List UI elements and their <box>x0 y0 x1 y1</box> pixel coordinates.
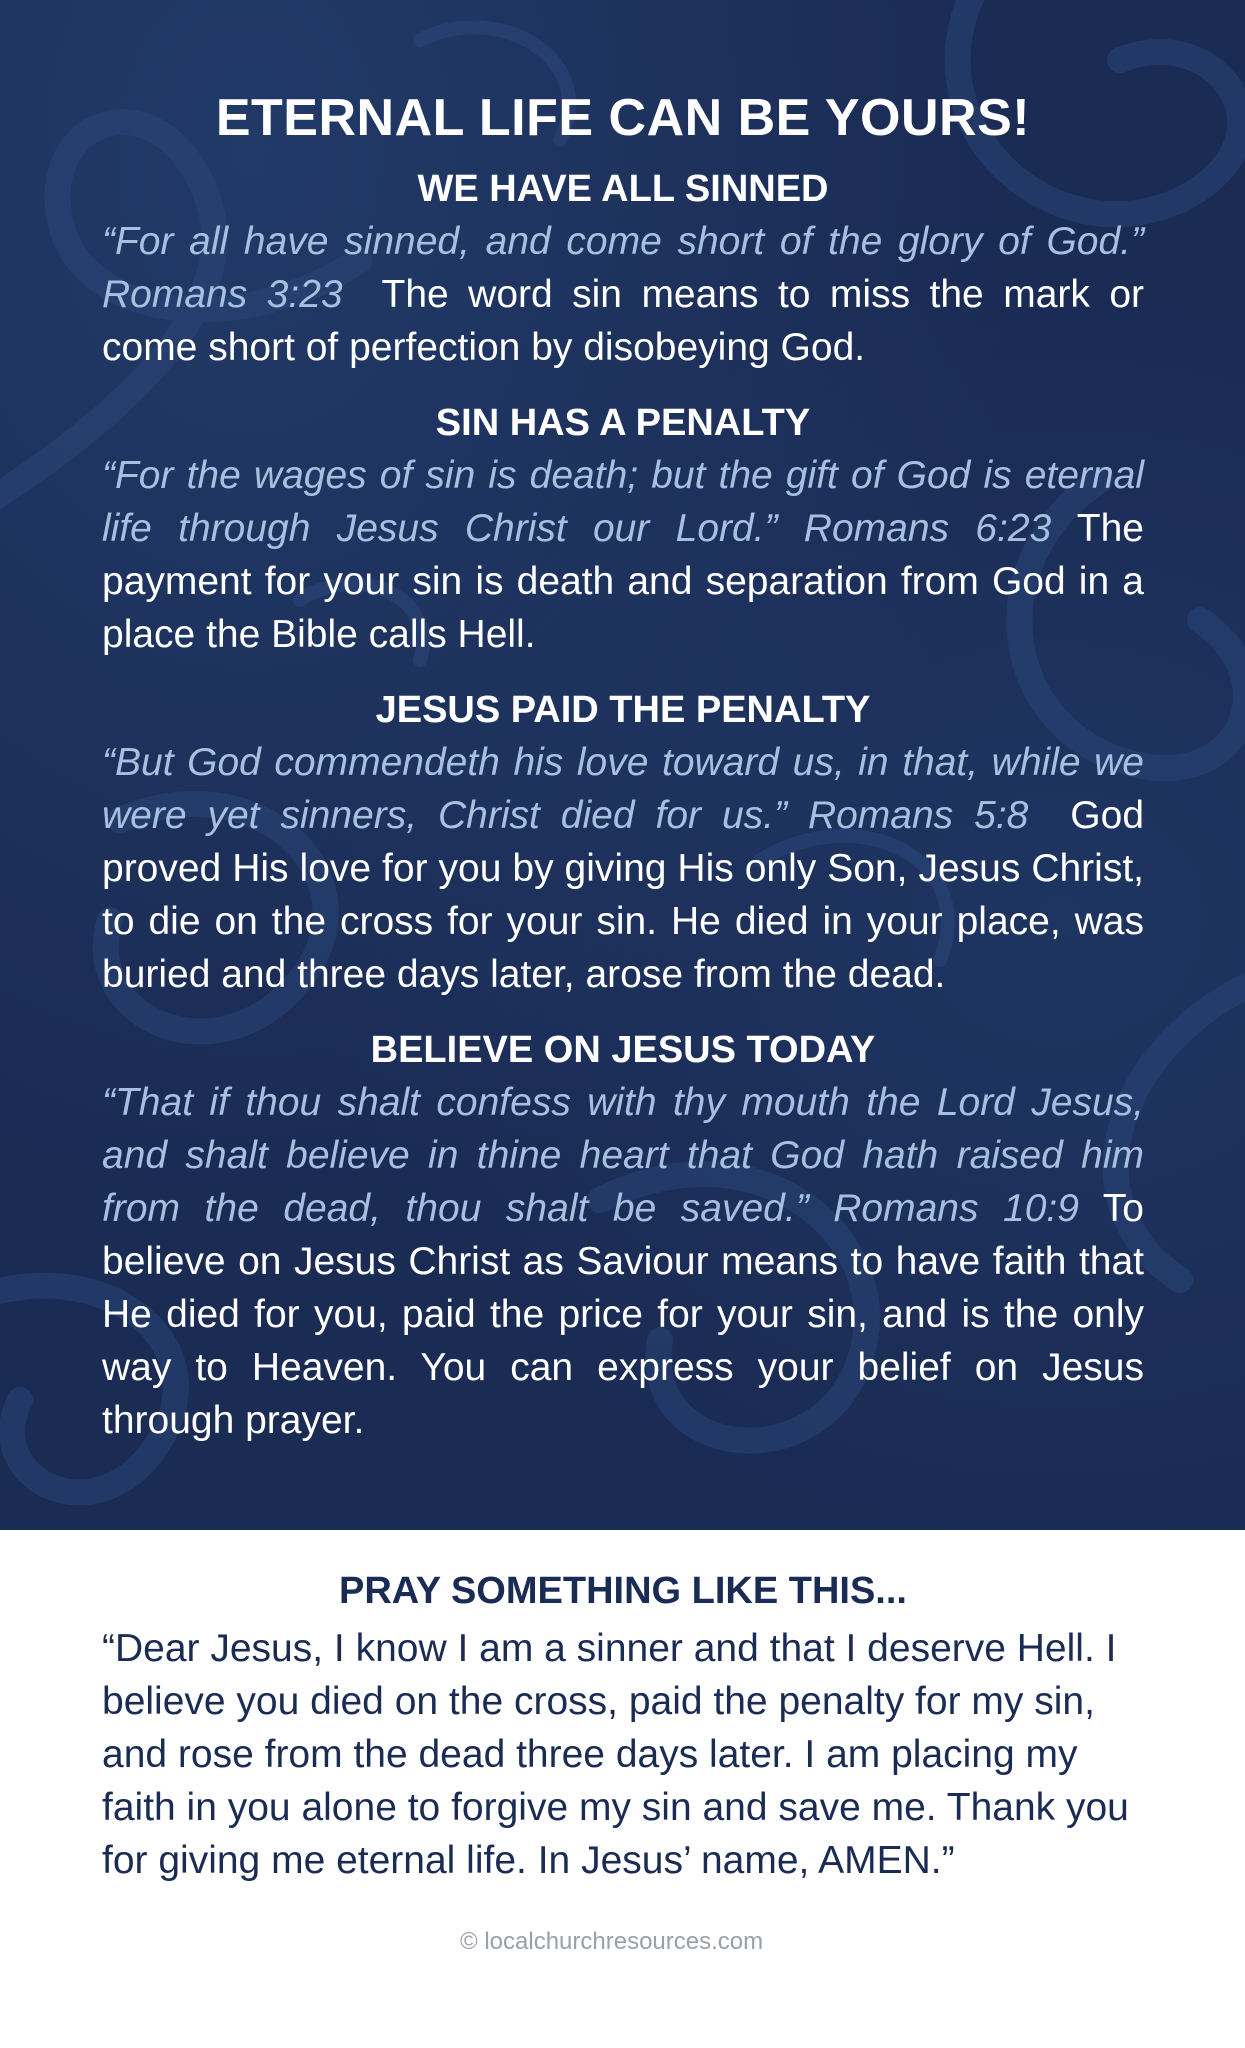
scripture-verse: “That if thou shalt confess with thy mouth the Lord Jesus, and shalt believe in thine heart that God hath raised him from the dead, thou shalt be saved.” Romans 10:9 <box>102 1081 1144 1230</box>
scripture-verse: “But God commendeth his love toward us, in that, while we were yet sinners, Christ died for us.” Romans 5:8 <box>102 741 1144 837</box>
section-jesus-paid-the-penalty <box>102 689 1144 1001</box>
prayer-text: “Dear Jesus, I know I am a sinner and that I deserve Hell. I believe you died on the cross, paid the penalty for my sin, and rose from the dead three days later. I am placing my faith in you alone to forgive my sin and save me. Thank you for giving me eternal life. In Jesus’ name, AMEN.” <box>102 1627 1129 1882</box>
gospel-content <box>102 88 1144 1475</box>
scripture-verse: “For all have sinned, and come short of the glory of God.” Romans 3:23 <box>102 220 1144 316</box>
section-body <box>102 449 1144 661</box>
section-we-have-all-sinned <box>102 168 1144 374</box>
section-heading: WE HAVE ALL SINNED <box>417 168 829 210</box>
prayer-panel <box>0 1530 1245 2048</box>
section-sin-has-a-penalty <box>102 402 1144 661</box>
section-heading: BELIEVE ON JESUS TODAY <box>370 1029 876 1071</box>
section-heading: JESUS PAID THE PENALTY <box>375 689 871 731</box>
explanation-text: The payment for your sin is death and separation from God in a place the Bible calls Hell. <box>102 507 1144 656</box>
section-heading: SIN HAS A PENALTY <box>435 402 811 444</box>
scripture-verse: “For the wages of sin is death; but the gift of God is eternal life through Jesus Christ our Lord.” Romans 6:23 <box>102 454 1144 550</box>
section-body <box>102 1076 1144 1447</box>
section-body <box>102 215 1144 374</box>
prayer-heading: PRAY SOMETHING LIKE THIS... <box>339 1570 907 1612</box>
main-title: ETERNAL LIFE CAN BE YOURS! <box>215 89 1031 147</box>
section-believe-on-jesus-today <box>102 1029 1144 1447</box>
explanation-text: God proved His love for you by giving His only Son, Jesus Christ, to die on the cross for your sin. He died in your place, was buried and three days later, arose from the dead. <box>102 794 1145 996</box>
explanation-text: The word sin means to miss the mark or come short of perfection by disobeying God. <box>102 273 1144 369</box>
section-body <box>102 736 1144 1001</box>
copyright-notice: © localchurchresources.com <box>460 1928 764 1955</box>
explanation-text: To believe on Jesus Christ as Saviour means to have faith that He died for you, paid the price for your sin, and is the only way to Heaven. You can express your belief on Jesus through prayer. <box>102 1187 1144 1442</box>
